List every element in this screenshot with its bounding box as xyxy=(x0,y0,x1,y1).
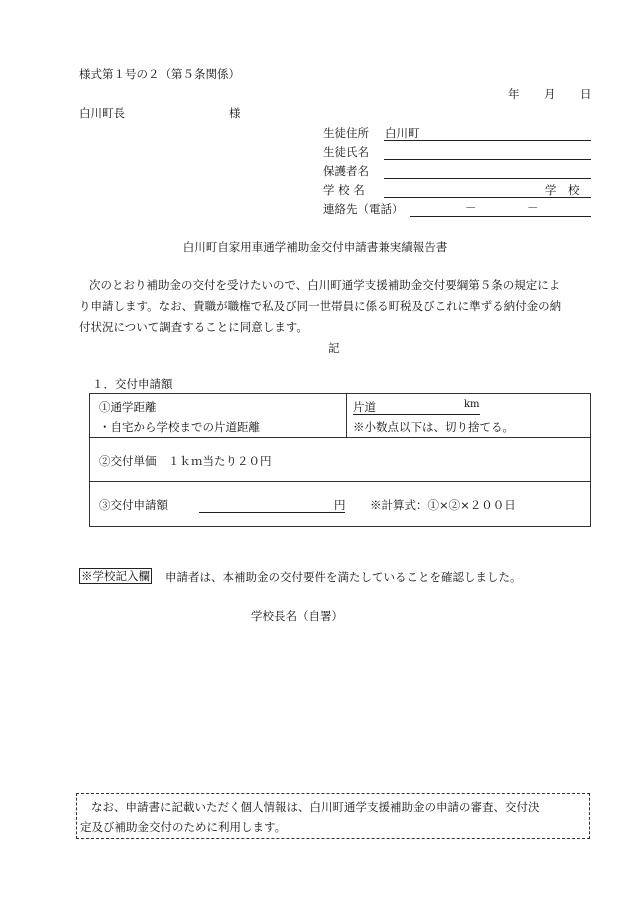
amount-label: ③交付申請額 xyxy=(99,498,168,512)
school-entry-tag xyxy=(79,568,152,584)
truncate-note: ※小数点以下は、切り捨てる。 xyxy=(353,420,514,434)
address-line xyxy=(384,140,591,141)
document-title: 白川町自家用車通学補助金交付申請書兼実績報告書 xyxy=(182,240,448,254)
distance-label: ①通学距離 xyxy=(99,400,157,414)
section-1-heading: １．交付申請額 xyxy=(92,377,173,391)
body-line-3: 付状況について調査することに同意します。 xyxy=(79,320,308,334)
addressee-honorific: 様 xyxy=(229,106,241,120)
date-day-label: 日 xyxy=(580,87,592,101)
student-name-line[interactable] xyxy=(384,159,591,160)
application-table xyxy=(89,393,591,527)
privacy-notice-box xyxy=(76,793,590,839)
date-month-label: 月 xyxy=(544,87,556,101)
privacy-line-1: なお、申請書に記載いただく個人情報は、白川町通学支援補助金の申請の審査、交付決 xyxy=(91,800,540,814)
address-value[interactable]: 白川町 xyxy=(385,126,420,140)
school-name-label: 学 校 名 xyxy=(323,183,365,197)
principal-signature-label: 学校長名（自署） xyxy=(251,609,343,623)
school-confirmation-text: 申請者は、本補助金の交付要件を満たしていることを確認しました。 xyxy=(165,570,522,584)
form-number: 様式第１号の２（第５条関係） xyxy=(79,67,240,81)
oneway-label: 片道 xyxy=(353,400,376,414)
guardian-name-label: 保護者名 xyxy=(323,164,369,178)
yen-unit: 円 xyxy=(334,498,346,512)
table-divider-2 xyxy=(90,481,590,482)
privacy-line-2: 定及び補助金交付のために利用します。 xyxy=(80,820,287,834)
table-divider-1 xyxy=(90,437,590,438)
student-name-label: 生徒氏名 xyxy=(323,145,369,159)
ki-mark: 記 xyxy=(328,341,340,355)
school-entry-tag-text: ※学校記入欄 xyxy=(81,569,150,583)
school-suffix: 学 校 xyxy=(545,183,580,197)
amount-input-line[interactable] xyxy=(199,512,345,513)
distance-input-line[interactable] xyxy=(353,414,480,415)
contact-line[interactable] xyxy=(410,216,591,217)
body-line-2: り申請します。なお、貴職が職権で私及び同一世帯員に係る町税及びこれに準ずる納付金の納 xyxy=(79,299,562,313)
school-name-line[interactable] xyxy=(384,197,591,198)
guardian-name-line[interactable] xyxy=(384,178,591,179)
addressee: 白川町長 xyxy=(79,106,125,120)
table-vertical-divider xyxy=(346,394,347,437)
contact-label: 連絡先（電話） xyxy=(323,202,404,216)
address-label: 生徒住所 xyxy=(323,126,369,140)
body-line-1: 次のとおり補助金の交付を受けたいので、白川町通学支援補助金交付要綱第５条の規定によ xyxy=(89,278,561,292)
km-unit: km xyxy=(464,399,480,410)
phone-dash-2: － xyxy=(527,201,539,215)
distance-subtext: ・自宅から学校までの片道距離 xyxy=(99,420,260,434)
phone-dash-1: － xyxy=(465,201,477,215)
unit-price: ②交付単価 １ｋｍ当たり２０円 xyxy=(99,454,272,468)
calculation-formula: ※計算式：①×②×２００日 xyxy=(370,498,516,512)
date-year-label: 年 xyxy=(508,87,520,101)
